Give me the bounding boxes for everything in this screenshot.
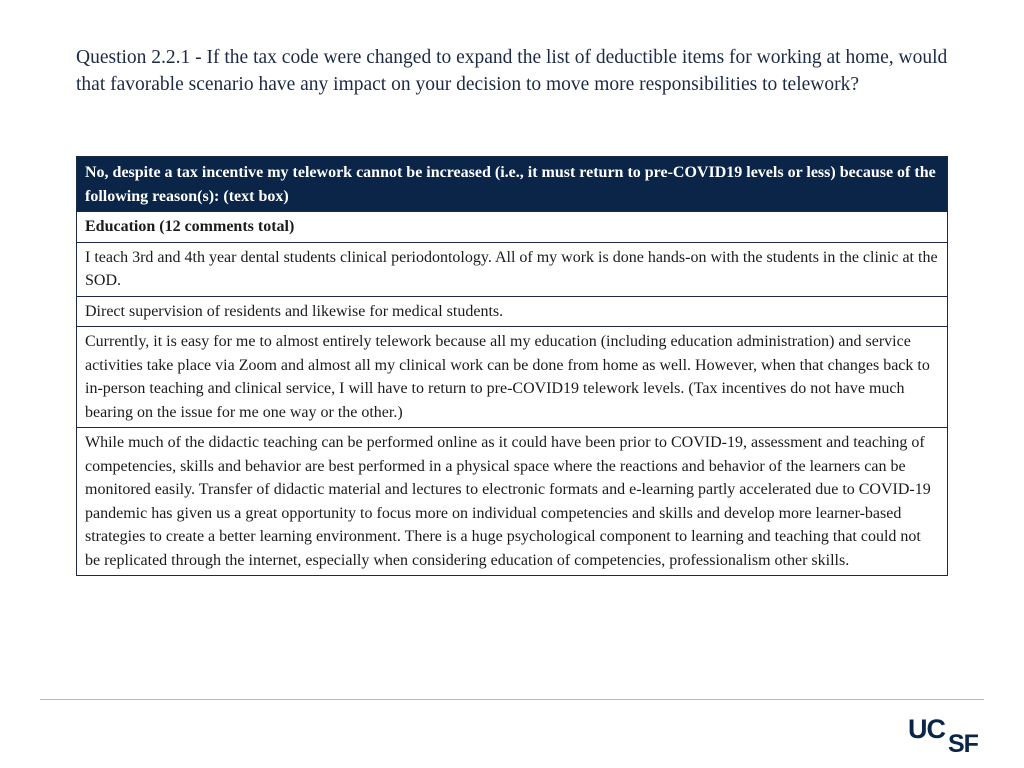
table-header-row [77, 157, 948, 212]
comment-cell: Currently, it is easy for me to almost entirely telework because all my education (including education administration) and service activities take place via Zoom and almost all my clinical work can be done from home as well. However, when that changes back to in-person teaching and clinical service, I will have to return to pre-COVID19 telework levels. (Tax incentives do not have much bearing on the issue for me one way or the other.) [77, 327, 948, 428]
table-row [77, 242, 948, 296]
table-row [77, 428, 948, 576]
comment-cell: While much of the didactic teaching can be performed online as it could have been prior to COVID-19, assessment and teaching of competencies, skills and behavior are best performed in a physical space where the reactions and behavior of the learners can be monitored easily. Transfer of didactic material and lectures to electronic formats and e-learning partly accelerated due to COVID-19 pandemic has given us a great opportunity to focus more on individual competencies and skills and develop more learner-based strategies to create a better learning environment. There is a huge psychological component to learning and teaching that could not be replicated through the internet, especially when considering education of competencies, professionalism other skills. [77, 428, 948, 576]
comments-table [76, 156, 948, 576]
table-row [77, 296, 948, 327]
section-row [77, 212, 948, 243]
footer-divider [40, 699, 984, 700]
question-text: Question 2.2.1 - If the tax code were changed to expand the list of deductible items for working at home, would that favorable scenario have any impact on your decision to move more responsibilities to telework? [76, 47, 948, 95]
table-header-cell: No, despite a tax incentive my telework cannot be increased (i.e., it must return to pre-COVID19 levels or less) because of the following reason(s): (text box) [77, 157, 948, 212]
comment-cell: Direct supervision of residents and likewise for medical students. [77, 296, 948, 327]
table-row [77, 327, 948, 428]
comment-cell: I teach 3rd and 4th year dental students clinical periodontology. All of my work is done hands-on with the students in the clinic at the SOD. [77, 242, 948, 296]
logo-uc: UC [908, 714, 945, 744]
section-title: Education (12 comments total) [77, 212, 948, 243]
ucsf-logo [908, 714, 988, 754]
logo-sf: SF [948, 730, 978, 754]
